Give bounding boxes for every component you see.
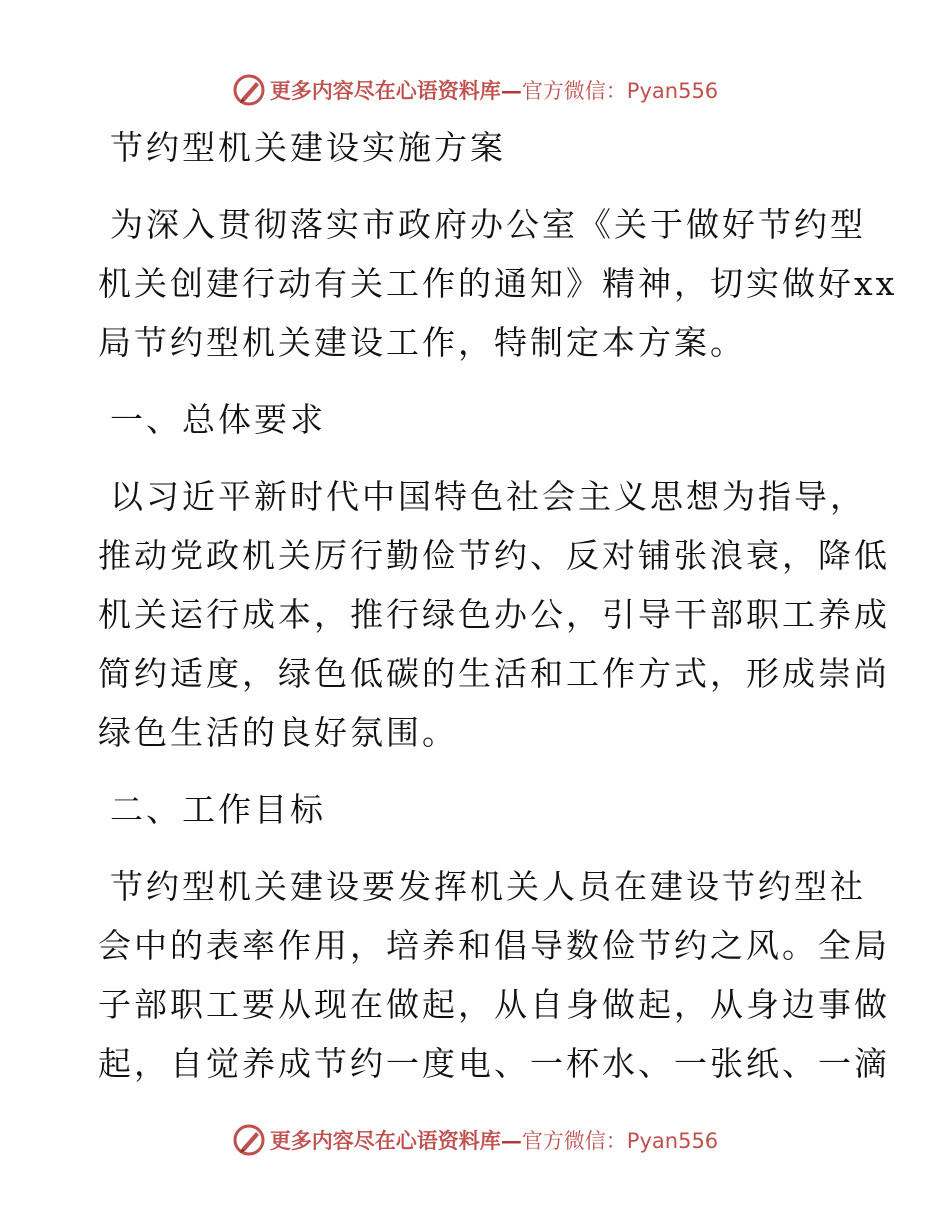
watermark-prefix: 更多内容尽在心语资料库 (269, 1128, 501, 1153)
watermark-dash: — (500, 78, 522, 103)
paragraph-requirements (98, 467, 890, 762)
paragraph-line: 子部职工要从现在做起，从自身做起，从身边事做 (98, 985, 890, 1024)
section-heading: 一、总体要求 (110, 400, 326, 439)
paragraph-goals (98, 857, 890, 1093)
document-title: 节约型机关建设实施方案 (110, 128, 506, 167)
watermark-wechat: 官方微信：Pyan556 (521, 1129, 719, 1153)
watermark-wechat: 官方微信：Pyan556 (521, 79, 719, 103)
section-heading: 二、工作目标 (110, 790, 326, 829)
footer-watermark-banner (0, 1118, 950, 1162)
paragraph-line: 推动党政机关厉行勤俭节约、反对铺张浪衰，降低 (98, 536, 890, 575)
pen-logo-icon (232, 73, 266, 107)
paragraph-line: 局节约型机关建设工作，特制定本方案。 (98, 323, 746, 362)
section-heading-1 (98, 390, 858, 449)
paragraph-line: 起，自觉养成节约一度电、一杯水、一张纸、一滴 (98, 1044, 890, 1083)
paragraph-line: 为深入贯彻落实市政府办公室《关于做好节约型 (110, 205, 866, 244)
watermark-text (270, 1125, 718, 1155)
document-body (98, 118, 898, 1093)
paragraph-line: 会中的表率作用，培养和倡导数俭节约之风。全局 (98, 926, 890, 965)
paragraph-line: 简约适度，绿色低碳的生活和工作方式，形成崇尚 (98, 654, 890, 693)
watermark-text (270, 75, 718, 105)
paragraph-line: 机关创建行动有关工作的通知》精神，切实做好xx (98, 264, 898, 303)
paragraph-intro (98, 195, 898, 372)
paragraph-line: 机关运行成本，推行绿色办公，引导干部职工养成 (98, 595, 890, 634)
pen-logo-icon (232, 1123, 266, 1157)
section-heading-2 (98, 780, 858, 839)
watermark-dash: — (500, 1128, 522, 1153)
header-watermark-banner (0, 68, 950, 112)
paragraph-line: 节约型机关建设要发挥机关人员在建设节约型社 (110, 867, 866, 906)
paragraph-line: 绿色生活的良好氛围。 (98, 713, 458, 752)
paragraph-line: 以习近平新时代中国特色社会主义思想为指导， (110, 477, 866, 516)
watermark-prefix: 更多内容尽在心语资料库 (269, 78, 501, 103)
